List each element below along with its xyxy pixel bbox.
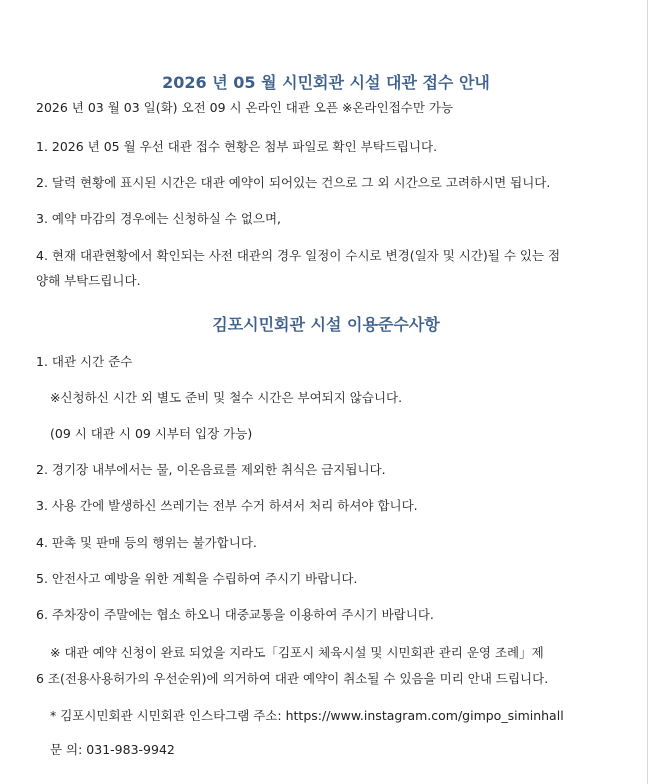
- rule-item: 2. 경기장 내부에서는 물, 이온음료를 제외한 취식은 금지됩니다.: [36, 462, 386, 477]
- rule-item: 1. 대관 시간 준수: [36, 354, 133, 369]
- instagram-link[interactable]: * 김포시민회관 시민회관 인스타그램 주소: https://www.instagram.com/gimpo_siminhall: [50, 708, 564, 723]
- notice-item: 2. 달력 현황에 표시된 시간은 대관 예약이 되어있는 건으로 그 외 시간으로 고려하시면 됩니다.: [36, 175, 551, 190]
- contact-info: 문 의: 031-983-9942: [50, 742, 175, 757]
- notice-item: 1. 2026 년 05 월 우선 대관 접수 현황은 첨부 파일로 확인 부탁드립니다.: [36, 139, 438, 154]
- rule-item: 4. 판촉 및 판매 등의 행위는 불가합니다.: [36, 535, 257, 550]
- notice-item: 3. 예약 마감의 경우에는 신청하실 수 없으며,: [36, 211, 282, 226]
- intro-text: 2026 년 03 월 03 일(화) 오전 09 시 온라인 대관 오픈 ※온라인접수만 가능: [36, 100, 454, 115]
- rule-item: 6. 주차장이 주말에는 협소 하오니 대중교통을 이용하여 주시기 바랍니다.: [36, 607, 434, 622]
- page-title: 2026 년 05 월 시민회관 시설 대관 접수 안내: [162, 73, 490, 92]
- rule-item: 5. 안전사고 예방을 위한 계획을 수립하여 주시기 바랍니다.: [36, 571, 358, 586]
- rules-heading: 김포시민회관 시설 이용준수사항: [212, 315, 440, 334]
- notice-item: 양해 부탁드립니다.: [36, 273, 141, 288]
- rule-item: 3. 사용 간에 발생하신 쓰레기는 전부 수거 하셔서 처리 하셔야 합니다.: [36, 498, 418, 513]
- caution-text: ※ 대관 예약 신청이 완료 되었을 지라도「김포시 체육시설 및 시민회관 관리 운영 조례」제: [50, 645, 544, 660]
- rule-item: (09 시 대관 시 09 시부터 입장 가능): [50, 426, 253, 441]
- notice-item: 4. 현재 대관현황에서 확인되는 사전 대관의 경우 일정이 수시로 변경(일자 및 시간)될 수 있는 점: [36, 248, 561, 263]
- caution-text: 6 조(전용사용허가의 우선순위)에 의거하여 대관 예약이 취소될 수 있음을 미리 안내 드립니다.: [36, 671, 549, 686]
- rule-item: ※신청하신 시간 외 별도 준비 및 철수 시간은 부여되지 않습니다.: [50, 390, 403, 405]
